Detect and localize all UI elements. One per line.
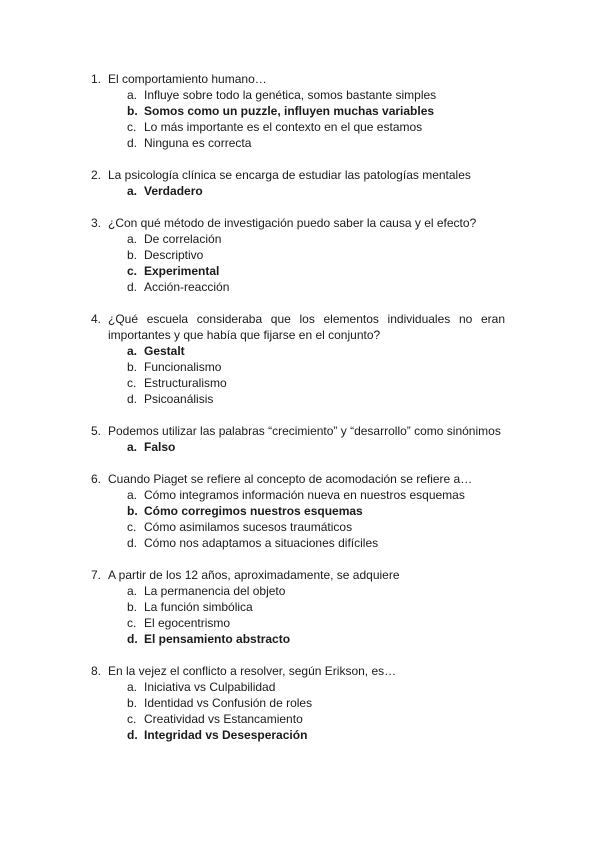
correct-answer-option <box>91 183 505 199</box>
option-text: La función simbólica <box>144 600 253 614</box>
question-text: ¿Con qué método de investigación puedo saber la causa y el efecto? <box>108 216 477 230</box>
option-text: Verdadero <box>144 184 203 198</box>
answer-option <box>91 535 505 551</box>
correct-answer-option <box>91 503 505 519</box>
correct-answer-option <box>91 727 505 743</box>
option-letter: b. <box>127 360 138 374</box>
answer-option <box>91 391 505 407</box>
question-text: En la vejez el conflicto a resolver, según Erikson, es… <box>108 664 397 678</box>
correct-answer-option <box>91 103 505 119</box>
option-letter: a. <box>127 440 138 454</box>
option-text: Acción-reacción <box>144 280 230 294</box>
question-number: 6. <box>91 472 102 486</box>
answer-option <box>91 679 505 695</box>
option-letter: d. <box>127 536 138 550</box>
answer-option <box>91 279 505 295</box>
answer-option <box>91 519 505 535</box>
option-text: Experimental <box>144 264 220 278</box>
answer-option <box>91 247 505 263</box>
option-text: Influye sobre todo la genética, somos bastante simples <box>144 88 437 102</box>
option-letter: a. <box>127 344 138 358</box>
option-text: Lo más importante es el contexto en el que estamos <box>144 120 423 134</box>
question-text: El comportamiento humano… <box>108 72 267 86</box>
answer-option <box>91 375 505 391</box>
answer-option <box>91 359 505 375</box>
correct-answer-option <box>91 263 505 279</box>
option-text: Cómo corregimos nuestros esquemas <box>144 504 363 518</box>
option-text: Ninguna es correcta <box>144 136 252 150</box>
answer-option <box>91 599 505 615</box>
option-letter: a. <box>127 680 138 694</box>
option-letter: b. <box>127 696 138 710</box>
question-1 <box>91 71 505 151</box>
option-text: Creatividad vs Estancamiento <box>144 712 303 726</box>
answer-option <box>91 487 505 503</box>
option-letter: b. <box>127 504 138 518</box>
option-letter: c. <box>127 520 137 534</box>
option-text: Somos como un puzzle, influyen muchas variables <box>144 104 435 118</box>
question-8 <box>91 663 505 743</box>
answer-option <box>91 119 505 135</box>
answer-option <box>91 615 505 631</box>
option-letter: b. <box>127 600 138 614</box>
question-7 <box>91 567 505 647</box>
option-letter: c. <box>127 712 137 726</box>
answer-option <box>91 135 505 151</box>
question-number: 3. <box>91 216 102 230</box>
option-text: Iniciativa vs Culpabilidad <box>144 680 276 694</box>
option-letter: c. <box>127 376 137 390</box>
option-letter: d. <box>127 392 138 406</box>
option-letter: c. <box>127 264 138 278</box>
option-text: Integridad vs Desesperación <box>144 728 308 742</box>
question-number: 7. <box>91 568 102 582</box>
option-text: Gestalt <box>144 344 185 358</box>
question-text: ¿Qué escuela consideraba que los elementos individuales no eran importantes y que había que fijarse en el conjunto? <box>108 312 505 342</box>
answer-option <box>91 231 505 247</box>
answer-option <box>91 583 505 599</box>
answer-option <box>91 711 505 727</box>
option-text: Psicoanálisis <box>144 392 214 406</box>
question-text: Podemos utilizar las palabras “crecimiento” y “desarrollo” como sinónimos <box>108 424 501 438</box>
option-text: La permanencia del objeto <box>144 584 286 598</box>
question-text: A partir de los 12 años, aproximadamente, se adquiere <box>108 568 400 582</box>
option-text: Descriptivo <box>144 248 204 262</box>
question-3 <box>91 215 505 295</box>
option-letter: d. <box>127 136 138 150</box>
option-letter: c. <box>127 120 137 134</box>
option-letter: d. <box>127 280 138 294</box>
option-letter: b. <box>127 104 138 118</box>
option-letter: a. <box>127 488 138 502</box>
option-letter: d. <box>127 632 138 646</box>
option-text: Funcionalismo <box>144 360 222 374</box>
option-text: Falso <box>144 440 176 454</box>
correct-answer-option <box>91 439 505 455</box>
question-number: 1. <box>91 72 102 86</box>
option-letter: a. <box>127 232 138 246</box>
question-text: La psicología clínica se encarga de estudiar las patologías mentales <box>108 168 471 182</box>
option-text: El egocentrismo <box>144 616 231 630</box>
question-number: 4. <box>91 312 102 326</box>
option-text: Estructuralismo <box>144 376 227 390</box>
option-text: Cómo asimilamos sucesos traumáticos <box>144 520 353 534</box>
question-text: Cuando Piaget se refiere al concepto de acomodación se refiere a… <box>108 472 473 486</box>
answer-option <box>91 87 505 103</box>
question-4 <box>91 311 505 407</box>
option-text: Cómo nos adaptamos a situaciones difíciles <box>144 536 379 550</box>
option-letter: a. <box>127 584 138 598</box>
option-text: Cómo integramos información nueva en nuestros esquemas <box>144 488 465 502</box>
option-letter: b. <box>127 248 138 262</box>
question-5 <box>91 423 505 455</box>
correct-answer-option <box>91 343 505 359</box>
option-letter: a. <box>127 184 138 198</box>
question-6 <box>91 471 505 551</box>
option-text: Identidad vs Confusión de roles <box>144 696 313 710</box>
answer-option <box>91 695 505 711</box>
question-number: 8. <box>91 664 102 678</box>
option-letter: a. <box>127 88 138 102</box>
option-letter: c. <box>127 616 137 630</box>
correct-answer-option <box>91 631 505 647</box>
option-text: El pensamiento abstracto <box>144 632 291 646</box>
question-number: 5. <box>91 424 102 438</box>
question-number: 2. <box>91 168 102 182</box>
option-letter: d. <box>127 728 138 742</box>
option-text: De correlación <box>144 232 222 246</box>
question-2 <box>91 167 505 199</box>
